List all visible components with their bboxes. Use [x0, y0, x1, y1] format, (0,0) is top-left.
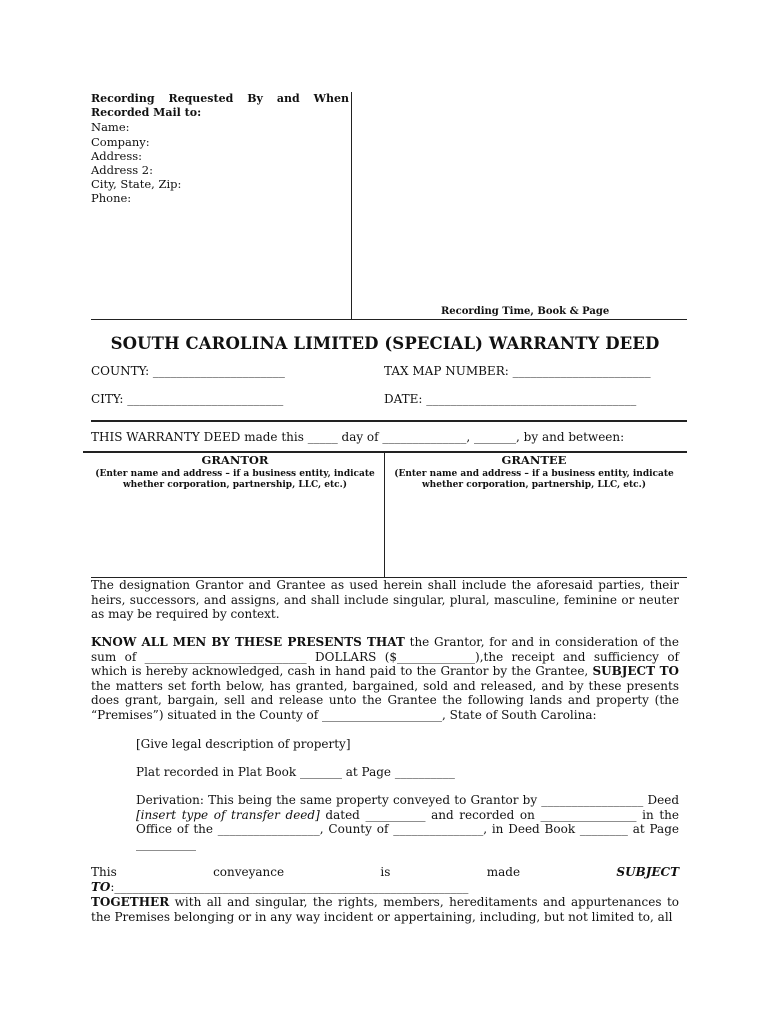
grantee-note-1: (Enter name and address – if a business entity, indicate — [394, 469, 674, 479]
tax-map-field: TAX MAP NUMBER: _______________________ — [384, 364, 651, 378]
county-field: COUNTY: ______________________ — [91, 364, 285, 378]
city-state-zip-field: City, State, Zip: — [91, 177, 182, 192]
designation-paragraph: The designation Grantor and Grantee as used herein shall include the aforesaid parties, their heirs, successors, and assigns, and shall include singular, plural, masculine, feminine or neuter as may be required by context. — [91, 578, 679, 622]
grantee-label: GRANTEE — [501, 453, 567, 467]
grantor-note-2: whether corporation, partnership, LLC, etc.) — [122, 480, 348, 490]
word: and — [276, 92, 300, 105]
company-field: Company: — [91, 134, 150, 149]
derivation-paragraph — [136, 793, 679, 851]
together-text: with all and singular, the rights, members, hereditaments and appurtenances to the Premises belonging or in any way incident or appertaining, including, but not limited to, all — [91, 895, 679, 924]
consideration-paragraph — [91, 635, 679, 723]
recording-requested-line — [91, 92, 349, 106]
recording-bottom-rule — [91, 319, 687, 320]
phone-field: Phone: — [91, 191, 132, 206]
plat-recorded-line: Plat recorded in Plat Book _______ at Page __________ — [136, 765, 455, 779]
header-rule — [91, 420, 687, 422]
together-paragraph — [91, 895, 679, 924]
name-field: Name: — [91, 120, 130, 135]
word: By — [247, 92, 263, 105]
recording-block — [91, 92, 349, 206]
conveyance-line — [91, 865, 679, 894]
grantor-label: GRANTOR — [201, 453, 269, 467]
recorded-mail-to: Recorded Mail to: — [91, 106, 202, 120]
address2-field: Address 2: — [91, 163, 153, 178]
city-field: CITY: __________________________ — [91, 392, 284, 406]
consideration-text-1: the Grantor, for and in consideration of the sum of ___________________________ DOLLARS ($_____________),the receipt and sufficiency of which is hereby acknowledged, cash in hand paid to the Grantor by the Grantee, — [91, 635, 679, 679]
recording-divider — [351, 92, 352, 319]
grantee-box — [388, 453, 680, 491]
word: Requested — [168, 92, 234, 105]
conveyance-text: This conveyance is made — [91, 865, 617, 879]
grantor-note-1: (Enter name and address – if a business entity, indicate — [95, 469, 375, 479]
consideration-text-2: the matters set forth below, has granted, bargained, sold and released, and by these presents does grant, bargain, sell and release unto the Grantee the following lands and property (the “Premises”) situated in the County of ____________________, State of South Carolina: — [91, 678, 679, 722]
derivation-text-1: Derivation: This being the same property conveyed to Grantor by _________________ Deed — [136, 793, 679, 807]
know-all-men-lead: KNOW ALL MEN BY THESE PRESENTS THAT — [91, 635, 405, 649]
word: When — [313, 92, 349, 105]
address-field: Address: — [91, 148, 143, 163]
conveyance-blank: :___________________________________________________________ — [110, 879, 469, 894]
together-lead: TOGETHER — [91, 895, 170, 909]
derivation-text-2: dated __________ and recorded on ________________ in the Office of the _________________, County of _______________, in Deed Book ________ at Page __________ — [136, 807, 679, 851]
intro-line: THIS WARRANTY DEED made this _____ day of ______________, _______, by and between: — [91, 430, 625, 444]
recording-time-label: Recording Time, Book & Page — [441, 306, 610, 317]
word: Recording — [91, 92, 155, 105]
subject-to-bold: SUBJECT TO — [592, 664, 679, 679]
conveyance-subject-to: SUBJECT TO — [91, 865, 679, 894]
date-field: DATE: ___________________________________ — [384, 392, 637, 406]
grantor-box — [91, 453, 379, 491]
legal-description: [Give legal description of property] — [136, 737, 351, 751]
derivation-italic: [insert type of transfer deed] — [136, 807, 320, 822]
grantee-note-2: whether corporation, partnership, LLC, etc.) — [421, 480, 647, 490]
page-title: SOUTH CAROLINA LIMITED (SPECIAL) WARRANTY DEED — [110, 334, 660, 353]
parties-divider — [384, 453, 385, 577]
